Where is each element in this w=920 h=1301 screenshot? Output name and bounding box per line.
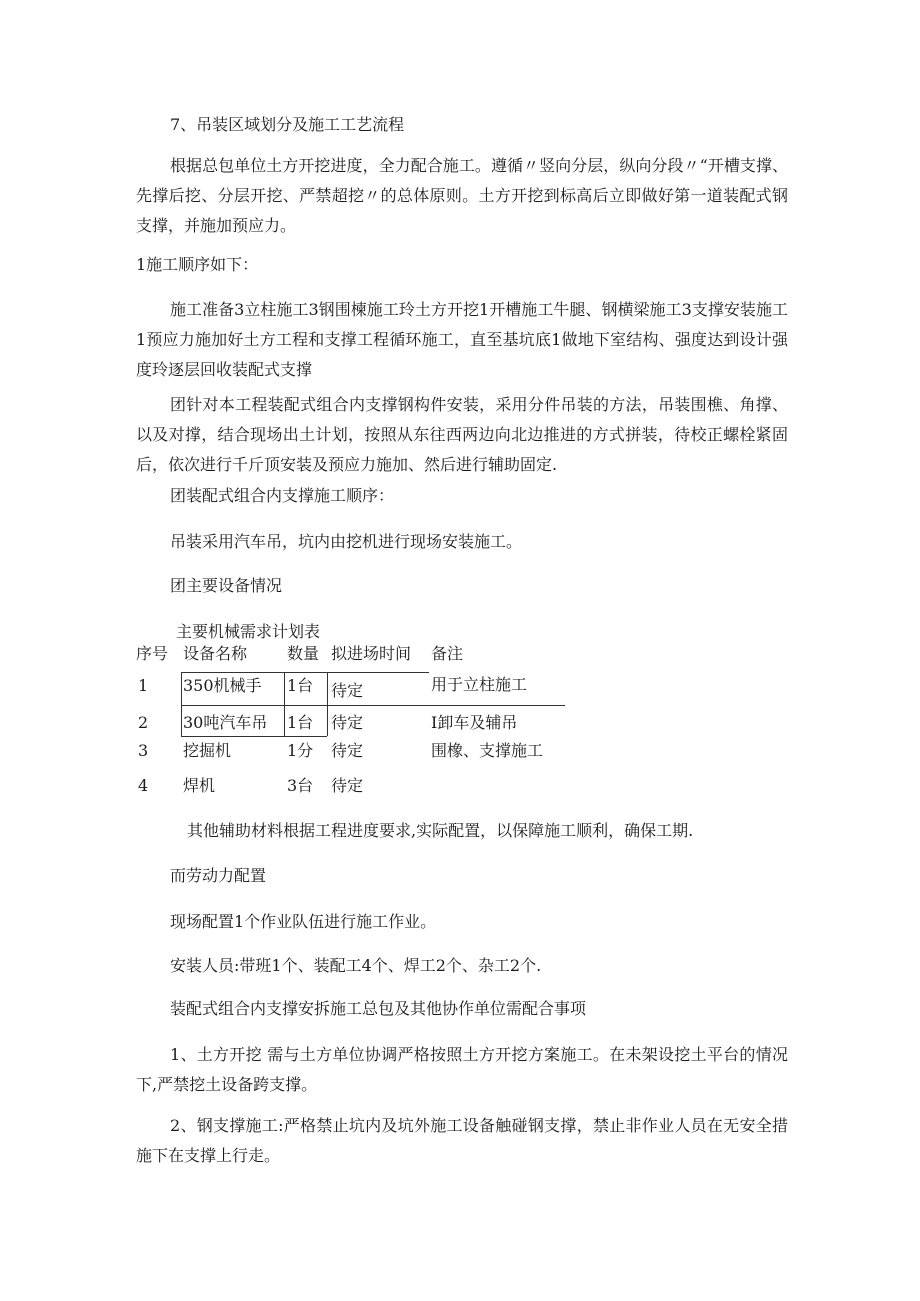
section-heading: 7、吊装区域划分及施工工艺流程	[170, 115, 405, 134]
paragraph-sequence: 施工准备3立柱施工3钢围楝施工玲土方开挖1开槽施工牛腿、钢横梁施工3支撑安装施工1预应力施加好土方工程和支撑工程循环施工，直至基坑底1做地下室结构、强度达到设计强度玲逐层回收装配式支撑	[136, 300, 788, 379]
lifting-note: 吊装采用汽车吊，坑内由挖机进行现场安装施工。	[170, 532, 523, 551]
table-line	[327, 672, 328, 736]
row-equipment: 350机械手	[183, 676, 262, 695]
row-equipment: 30吨汽车吊	[183, 713, 268, 732]
row-no: 1	[138, 676, 149, 695]
row-remarks: I卸车及辅吊	[431, 713, 518, 732]
row-time: 待定	[331, 741, 364, 760]
assembly-order-title: 团装配式组合内支撑施工顺序：	[170, 486, 395, 505]
row-time: 待定	[331, 713, 364, 732]
header-no: 序号	[136, 644, 169, 663]
paragraph-earthwork: 1、土方开挖 需与土方单位协调严格按照土方开挖方案施工。在未架设挖土平台的情况下,严禁挖土设备跨支撑。	[136, 1045, 788, 1094]
row-no: 2	[138, 713, 149, 732]
row-quantity: 1台	[287, 676, 314, 695]
labor-title: 而劳动力配置	[170, 866, 267, 885]
row-equipment: 焊机	[183, 776, 216, 795]
header-quantity: 数量	[287, 644, 320, 663]
table-line	[284, 672, 285, 736]
coordination-title: 装配式组合内支撑安拆施工总包及其他协作单位需配合事项	[170, 999, 587, 1018]
row-remarks: 用于立柱施工	[431, 675, 528, 694]
auxiliary-materials-note: 其他辅助材料根据工程进度要求,实际配置，以保障施工顺利，确保工期.	[187, 821, 694, 840]
table-line	[181, 736, 327, 737]
table-caption: 主要机械需求计划表	[176, 622, 321, 641]
paragraph-steel-support: 2、钢支撑施工:严格禁止坑内及坑外施工设备触碰钢支撑，禁止非作业人员在无安全措施下在支撑上行走。	[136, 1116, 788, 1165]
header-remarks: 备注	[431, 644, 464, 663]
row-equipment: 挖掘机	[183, 741, 232, 760]
row-time: 待定	[331, 776, 364, 795]
team-note: 现场配置1个作业队伍进行施工作业。	[170, 912, 437, 931]
paragraph-installation: 团针对本工程装配式组合内支撑钢构件安装，采用分件吊装的方法，吊装围樵、角撑、以及对撑，结合现场出土计划，按照从东往西两边向北边推进的方式拼装，待校正螺栓紧固后，依次进行千斤顶安装及预应力施加、然后进行辅助固定.	[136, 395, 788, 474]
table-line	[181, 705, 565, 706]
header-equipment-name: 设备名称	[183, 644, 248, 663]
row-quantity: 3台	[287, 776, 314, 795]
staff-note: 安装人员:带班1个、装配工4个、焊工2个、杂工2个.	[170, 956, 542, 975]
paragraph-principle: 根据总包单位土方开挖进度，全力配合施工。遵循〃竖向分层，纵向分段〃“开槽支撑、先撑后挖、分层开挖、严禁超挖〃的总体原则。土方开挖到标高后立即做好第一道装配式钢支撑，并施加预应力。	[136, 156, 788, 235]
row-quantity: 1分	[287, 741, 314, 760]
equipment-title: 团主要设备情况	[170, 576, 283, 595]
row-time: 待定	[331, 681, 364, 700]
row-quantity: 1台	[287, 713, 314, 732]
row-no: 4	[138, 776, 149, 795]
row-remarks: 围橡、支撑施工	[431, 741, 544, 760]
header-entry-time: 拟进场时间	[331, 644, 412, 663]
sequence-title: 1施工顺序如下：	[136, 255, 259, 274]
row-no: 3	[138, 741, 149, 760]
table-line	[181, 672, 429, 673]
table-line	[181, 672, 182, 736]
